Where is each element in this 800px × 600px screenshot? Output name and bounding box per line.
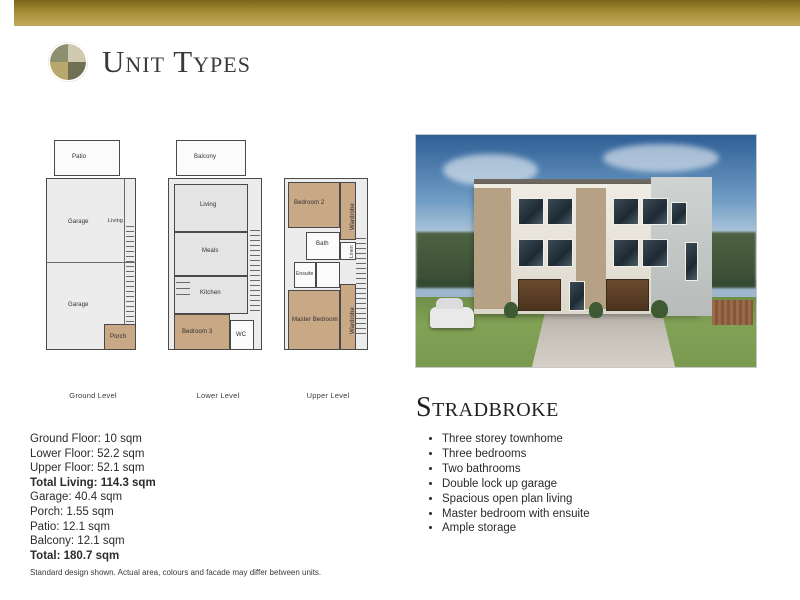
window: [518, 198, 544, 226]
area-spec-line: Total Living: 114.3 sqm: [30, 476, 156, 489]
room-label-bedroom2: Bedroom 2: [294, 200, 325, 206]
cloud: [603, 144, 719, 172]
room-label-wc: WC: [236, 332, 247, 338]
feature-item: • Ample storage: [442, 521, 744, 535]
room-label-meals: Meals: [202, 248, 219, 254]
room-label-kitchen: Kitchen: [200, 290, 221, 296]
window: [613, 239, 639, 267]
bench-line: [176, 294, 190, 295]
shrub: [504, 302, 518, 318]
features-list: [424, 432, 744, 536]
wall-line: [46, 262, 136, 263]
feature-item: • Three bedrooms: [442, 447, 744, 461]
room-label-ensuite: Ensuite: [296, 271, 314, 277]
area-spec-line: Balcony: 12.1 sqm: [30, 535, 125, 548]
top-gold-band: [0, 0, 800, 26]
unit-name-heading: Stradbroke: [416, 392, 559, 423]
area-spec-line: Upper Floor: 52.1 sqm: [30, 462, 145, 475]
floor-plan-ground: [46, 134, 140, 400]
room-patio: [54, 140, 120, 176]
garage-door: [606, 279, 649, 311]
window: [613, 198, 639, 226]
room-label-living: Living: [200, 202, 217, 208]
stair-hatch: [250, 230, 260, 314]
area-specs-list: [30, 432, 260, 563]
area-spec-line: Porch: 1.55 sqm: [30, 505, 114, 518]
shrub: [589, 302, 603, 318]
room-label-wardrobe-upper: Wardrobe: [350, 203, 356, 230]
entry-door: [569, 281, 585, 311]
disclaimer-text: Standard design shown. Actual area, colours and facade may differ between units.: [30, 568, 322, 577]
window: [547, 198, 573, 226]
circle-quadrant-logo-icon: [48, 42, 88, 82]
exterior-render-image: [415, 134, 757, 368]
feature-item: • Spacious open plan living: [442, 492, 744, 506]
room-label-bath: Bath: [316, 241, 329, 247]
window: [642, 239, 668, 267]
area-spec-line: Patio: 12.1 sqm: [30, 520, 110, 533]
room-label-linen: Linen: [349, 245, 355, 258]
window: [547, 239, 573, 267]
room-label-wardrobe-lower: Wardrobe: [350, 307, 356, 334]
window: [671, 202, 687, 225]
feature-item: • Master bedroom with ensuite: [442, 507, 744, 521]
bench-line: [176, 282, 190, 283]
area-spec-line: Ground Floor: 10 sqm: [30, 433, 142, 445]
garage-door: [518, 279, 561, 311]
stair-hatch: [356, 238, 366, 334]
room-label-balcony: Balcony: [194, 154, 217, 160]
room-meals-area: [174, 232, 248, 276]
floor-plans-group: [46, 134, 386, 399]
floor-plan-caption-ground: Ground Level: [69, 391, 117, 400]
room-label-bedroom3: Bedroom 3: [182, 329, 213, 335]
floor-plan-lower: [168, 134, 268, 400]
driveway: [532, 314, 675, 367]
room-label-master-bedroom: Master Bedroom: [292, 317, 338, 323]
area-spec-line: Garage: 40.4 sqm: [30, 491, 123, 504]
area-spec-line: Total: 180.7 sqm: [30, 549, 120, 562]
stair-hatch: [126, 226, 134, 336]
window: [685, 242, 699, 281]
room-label-living: Living: [108, 218, 123, 224]
room-living-area: [174, 184, 248, 232]
floor-plan-caption-upper: Upper Level: [306, 391, 350, 400]
room-label-porch: Porch: [110, 334, 127, 340]
car: [430, 307, 474, 328]
room-label-patio: Patio: [72, 154, 87, 160]
feature-item: • Double lock up garage: [442, 477, 744, 491]
page-header: [48, 42, 251, 82]
window: [642, 198, 668, 226]
page-left-margin: [0, 0, 14, 600]
room-label-garage-lower: Garage: [68, 302, 89, 308]
bench-line: [176, 288, 190, 289]
feature-item: • Three storey townhome: [442, 432, 744, 446]
shrub: [651, 300, 668, 319]
floor-plan-caption-lower: Lower Level: [196, 391, 240, 400]
area-spec-line: Lower Floor: 52.2 sqm: [30, 447, 145, 460]
room-label-garage-upper: Garage: [68, 219, 89, 225]
floor-plan-upper: [284, 134, 380, 400]
facade-panel-tan: [474, 188, 511, 309]
room-linen-lower: [316, 262, 340, 288]
fence: [712, 300, 753, 326]
feature-item: • Two bathrooms: [442, 462, 744, 476]
window: [518, 239, 544, 267]
page-title: Unit Types: [102, 44, 251, 79]
